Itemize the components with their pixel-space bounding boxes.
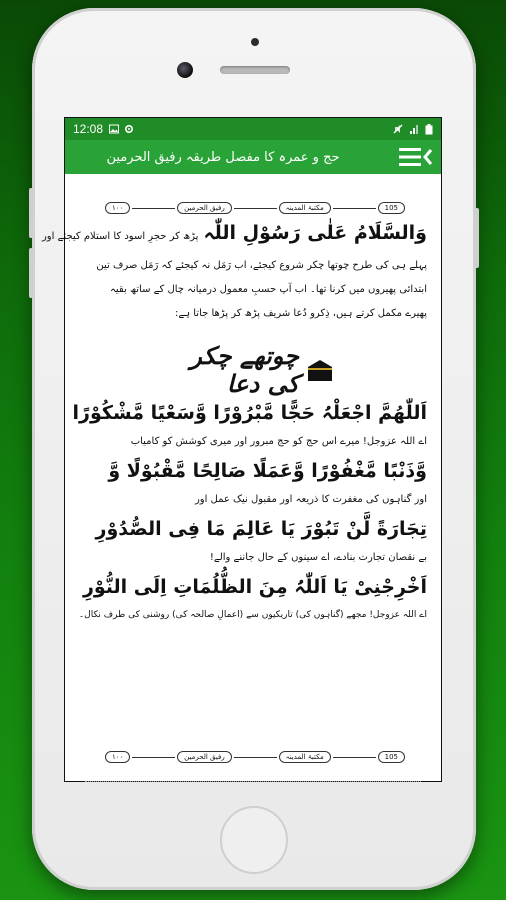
dua-heading-text: چوتھے چکر کی دعا [190,342,299,398]
dua-arabic-line: تِجَارَةً لَّنْ تَبُوْرَ یَا عَالِمَ مَا فِی الصُّدُوْرِ [95,518,427,540]
power-button [475,208,479,268]
paragraph-line: پھیرے مکمل کرتے ہیں، ذِکرو دُعا شریف پڑھ کر پڑھا جاتا ہے: [174,308,427,319]
dua-heading [175,342,335,398]
publisher-name: مکتبۃ المدینہ [279,202,331,214]
earpiece-speaker [220,66,290,74]
kaaba-icon [305,357,335,383]
front-camera [177,62,193,78]
book-page[interactable] [41,174,441,781]
dua-translation: اے اللہ عزوجل! میرے اس حج کو حج مبرور اور میری کوشش کو کامیاب [130,436,427,447]
home-button[interactable] [220,806,288,874]
page-header-top [105,200,405,216]
dua-arabic-line: اَللّٰھُمَّ اجْعَلْہُ حَجًّا مَّبْرُوْرًا وَّسَعْیًا مَّشْکُوْرًا [72,402,427,424]
dua-arabic-line: اَخْرِجْنِیْ یَا اَللّٰہُ مِنَ الظُّلُمَاتِ اِلَی النُّوْرِ [82,576,427,598]
page-number-right: 105 [378,202,405,214]
dua-arabic-line: وَّذَنْبًا مَّغْفُوْرًا وَّعَمَلًا صَالِحًا مَّقْبُوْلًا وَّ [108,460,427,482]
app-title: حج و عمرہ کا مفصل طریقہ رفیق الحرمین [106,149,340,165]
book-name: رفیق الحرمین [177,751,232,763]
battery-icon [425,124,433,135]
status-bar [65,118,441,140]
page-number-right: 105 [378,751,405,763]
signal-icon [409,124,419,134]
page-number-left: ١٠٠ [105,202,130,214]
volume-button [29,248,33,298]
page-header-bottom [105,749,405,765]
gear-icon [124,124,134,134]
urdu-text: پڑھ کر حجرِ اسود کا استلام کیجئے اور [41,231,199,242]
phone-screen [41,117,442,782]
status-time: 12:08 [73,122,104,136]
paragraph-line: ابتدائی پھیروں میں کرنا تھا۔ اب آپ حسبِ معمول درمیانہ چال کے ساتھ بقیہ [110,284,427,295]
arabic-salam: وَالسَّلَامُ عَلٰی رَسُوْلِ اللّٰہ [203,222,427,244]
image-icon [109,124,119,134]
dua-translation: اور گناہوں کی مغفرت کا ذریعہ اور مقبول نیک عمل اور [194,494,427,505]
paragraph-line: پہلے ہی کی طرح چوتھا چکر شروع کیجئے، اب رَمَل نہ کیجئے کہ رَمَل صرف تین [96,260,427,271]
book-name: رفیق الحرمین [177,202,232,214]
publisher-name: مکتبۃ المدینہ [279,751,331,763]
page-number-left: ١٠٠ [105,751,130,763]
dua-translation: اے اللہ عزوجل! مجھے (گناہوں کی) تاریکیوں سے (اعمالِ صالحہ کی) روشنی کی طرف نکال۔ [78,610,427,620]
sensor-dot [251,38,259,46]
text-line-1 [41,222,427,244]
volume-button [29,188,33,238]
dua-translation: بے نقصان تجارت بنادے، اے سینوں کے حال جاننے والے! [209,552,427,563]
menu-back-icon[interactable] [399,146,433,168]
next-page-peek [85,772,421,782]
mute-icon [393,124,403,134]
app-bar [65,140,441,174]
